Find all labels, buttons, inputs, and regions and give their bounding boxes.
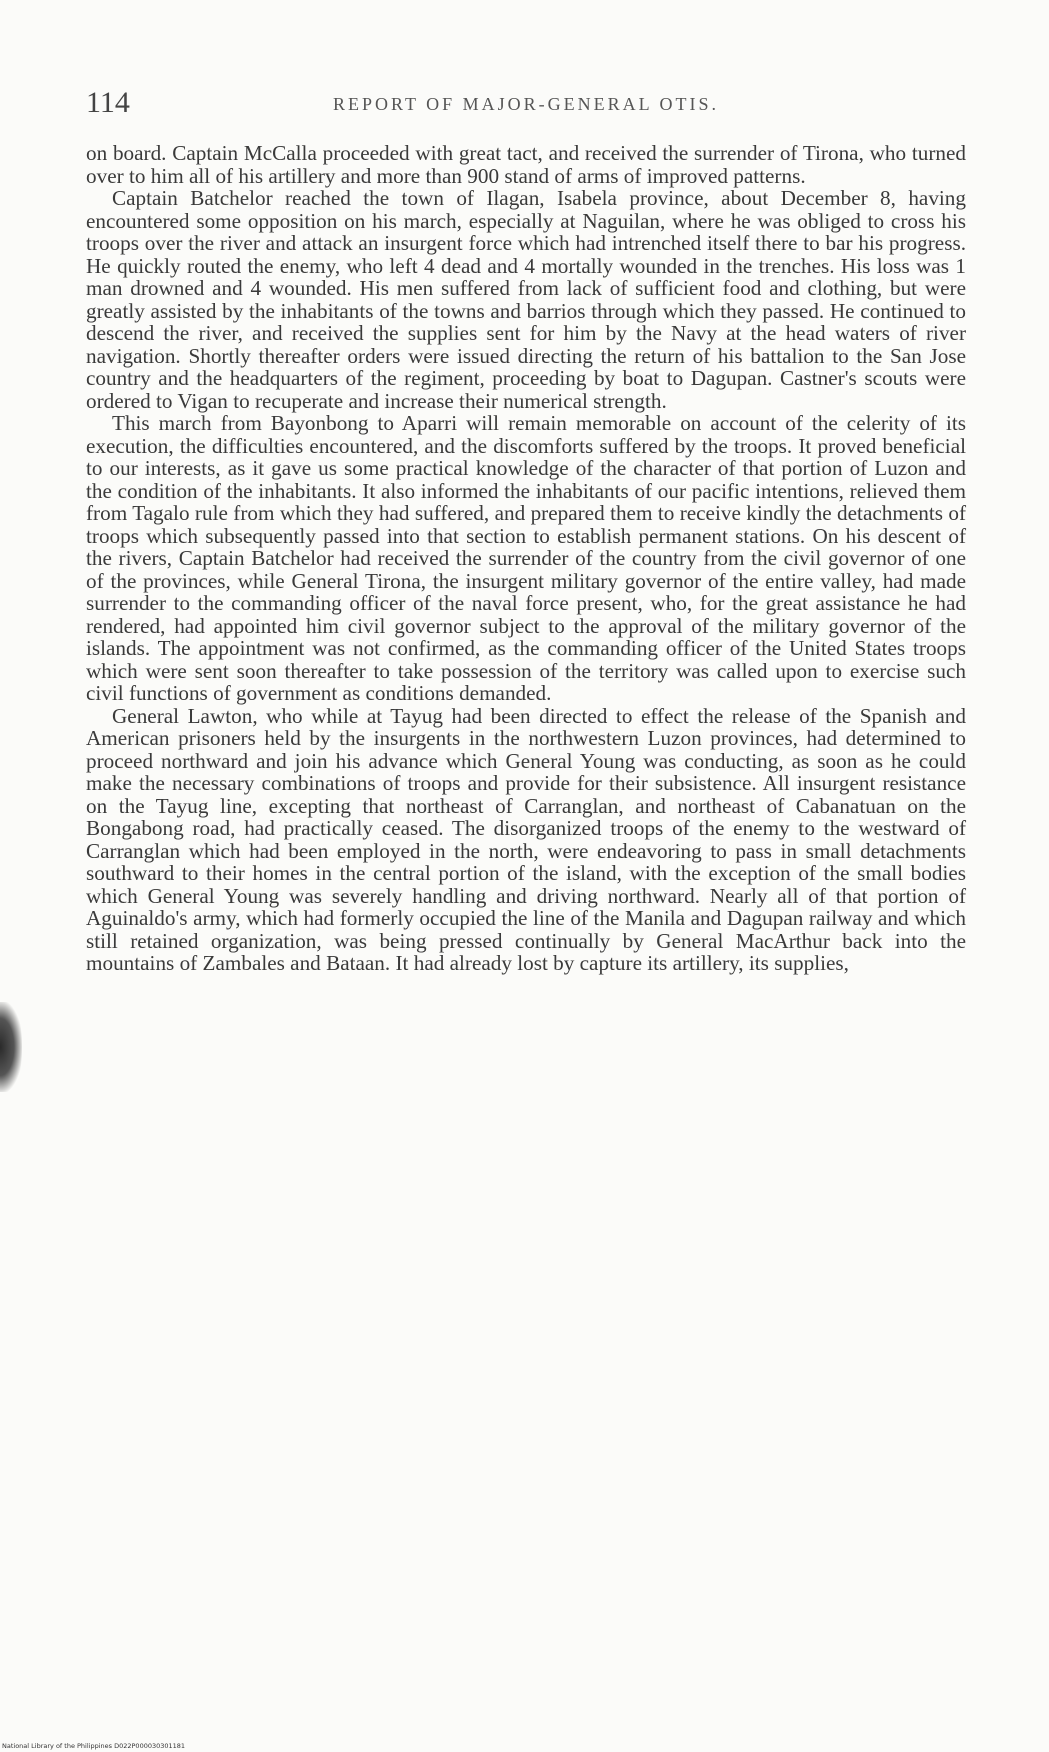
paragraph-4: General Lawton, who while at Tayug had been directed to effect the release of the Spanish and American prisoners held by the insurgents in the northwestern Luzon provinces, had determined to proceed northward and join his advance which General Young was conducting, as soon as he could make the necessary combinations of troops and provide for their subsistence. All insurgent resistance on the Tayug line, excepting that northeast of Carranglan, and northeast of Cabanatuan on the Bongabong road, had practically ceased. The disorganized troops of the enemy to the westward of Carranglan which had been employed in the north, were endeavoring to pass in small detachments southward to their homes in the central portion of the island, with the exception of the small bodies which General Young was severely handling and driving northward. Nearly all of that portion of Aguinaldo's army, which had formerly occupied the line of the Manila and Dagupan railway and which still retained organization, was being pressed continually by General MacArthur back into the mountains of Zambales and Bataan. It had already lost by capture its artillery, its supplies, <box>86 703 966 975</box>
running-head: REPORT OF MAJOR-GENERAL OTIS. <box>333 94 719 114</box>
body-text <box>86 142 966 975</box>
page-number: 114 <box>86 86 130 119</box>
binding-clip-mark <box>0 1002 22 1092</box>
paragraph-1: on board. Captain McCalla proceeded with great tact, and received the surrender of Tirona, who turned over to him all of his artillery and more than 900 stand of arms of improved patterns. <box>86 141 966 188</box>
page-header <box>86 86 966 126</box>
paragraph-2: Captain Batchelor reached the town of Ilagan, Isabela province, about December 8, having encountered some opposition on his march, especially at Naguilan, where he was obliged to cross his troops over the river and attack an insurgent force which had intrenched itself there to bar his progress. He quickly routed the enemy, who left 4 dead and 4 mortally wounded in the trenches. His loss was 1 man drowned and 4 wounded. His men suffered from lack of sufficient food and clothing, but were greatly assisted by the inhabitants of the towns and barrios through which they passed. He continued to descend the river, and received the supplies sent for him by the Navy at the head waters of river navigation. Shortly thereafter orders were issued directing the return of his battalion to the San Jose country and the headquarters of the regiment, proceeding by boat to Dagupan. Castner's scouts were ordered to Vigan to recuperate and increase their numerical strength. <box>86 186 966 413</box>
paragraph-3: This march from Bayonbong to Aparri will remain memorable on account of the celerity of its execution, the difficulties encountered, and the discomforts suffered by the troops. It proved beneficial to our interests, as it gave us some practical knowledge of the character of that portion of Luzon and the condition of the inhabitants. It also informed the inhabitants of our pacific intentions, relieved them from Tagalo rule from which they had suffered, and prepared them to receive kindly the detachments of troops which subsequently passed into that section to establish permanent stations. On his descent of the rivers, Captain Batchelor had received the surrender of the country from the civil governor of one of the provinces, while General Tirona, the insurgent military governor of the entire valley, had made surrender to the commanding officer of the naval force present, who, for the great assistance he had rendered, had appointed him civil governor subject to the approval of the military governor of the islands. The appointment was not confirmed, as the commanding officer of the United States troops which were sent soon thereafter to take possession of the territory was called upon to exercise such civil functions of government as conditions demanded. <box>86 411 966 705</box>
archive-footer: National Library of the Philippines D022P000030301181 <box>2 1742 186 1750</box>
